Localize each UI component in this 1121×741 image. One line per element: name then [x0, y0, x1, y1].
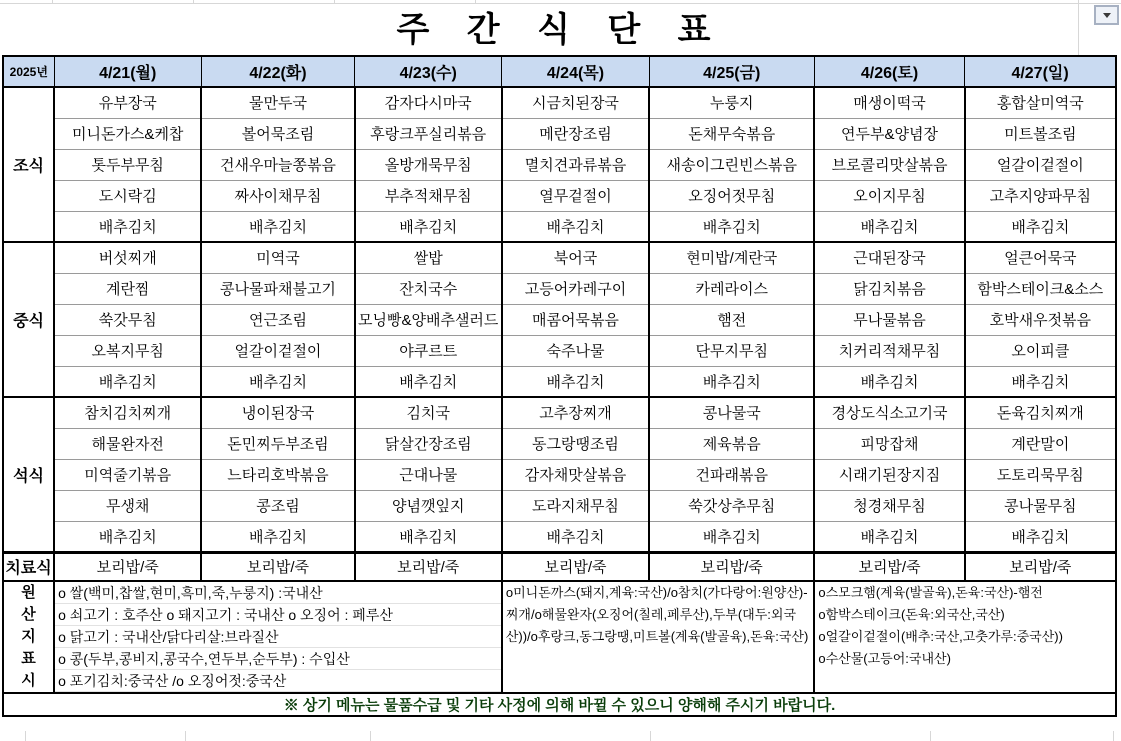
therapy-cell: 보리밥/죽	[649, 552, 814, 581]
table-row	[3, 428, 1116, 459]
menu-cell: 콩나물무침	[965, 490, 1116, 521]
menu-cell: 모닝빵&양배추샐러드	[355, 304, 502, 335]
menu-cell: 배추김치	[201, 521, 354, 552]
origin-label-char: 지	[21, 628, 36, 645]
menu-cell: 양념깻잎지	[355, 490, 502, 521]
origin-info-right	[814, 581, 1116, 693]
table-row	[3, 335, 1116, 366]
origin-info-line: o얼갈이겉절이(배추:국산,고춧가루:중국산))	[818, 629, 1063, 644]
origin-info-line: o 닭고기 : 국내산/닭다리살:브라질산	[58, 629, 279, 645]
menu-cell: 후랑크푸실리볶음	[355, 118, 502, 149]
footer-note: ※ 상기 메뉴는 물품수급 및 기타 사정에 의해 바뀔 수 있으니 양해해 주시기 바랍니다.	[3, 693, 1116, 716]
menu-cell: 배추김치	[814, 521, 964, 552]
menu-cell: 올방개묵무침	[355, 149, 502, 180]
menu-cell: 연근조림	[201, 304, 354, 335]
menu-cell: 배추김치	[965, 366, 1116, 397]
menu-cell: 콩나물파채불고기	[201, 273, 354, 304]
menu-cell: 유부장국	[54, 87, 201, 118]
menu-cell: 배추김치	[201, 211, 354, 242]
menu-cell: 멸치견과류볶음	[502, 149, 649, 180]
gridline-top-horizontal	[0, 3, 1121, 4]
menu-cell: 냉이된장국	[201, 397, 354, 428]
gridline-stub	[334, 0, 335, 3]
table-row	[3, 581, 1116, 693]
table-row	[3, 397, 1116, 428]
menu-cell: 치커리적채무침	[814, 335, 964, 366]
menu-cell: 경상도식소고기국	[814, 397, 964, 428]
therapy-cell: 보리밥/죽	[201, 552, 354, 581]
section-label-breakfast: 조식	[3, 87, 54, 242]
menu-cell: 물만두국	[201, 87, 354, 118]
table-row	[3, 521, 1116, 552]
table-row	[3, 490, 1116, 521]
day-header: 4/23(수)	[355, 56, 502, 87]
origin-label-char: 원	[21, 584, 36, 601]
table-row	[3, 366, 1116, 397]
menu-cell: 배추김치	[355, 521, 502, 552]
menu-cell: 연두부&양념장	[814, 118, 964, 149]
menu-cell: 배추김치	[502, 211, 649, 242]
menu-cell: 오이피클	[965, 335, 1116, 366]
menu-cell: 호박새우젓볶음	[965, 304, 1116, 335]
menu-cell: 배추김치	[201, 366, 354, 397]
day-header: 4/24(목)	[502, 56, 649, 87]
menu-cell: 김치국	[355, 397, 502, 428]
menu-cell: 느타리호박볶음	[201, 459, 354, 490]
menu-cell: 닭김치볶음	[814, 273, 964, 304]
menu-cell: 메란장조림	[502, 118, 649, 149]
table-row	[3, 87, 1116, 118]
menu-cell: 누룽지	[649, 87, 814, 118]
table-row	[3, 693, 1116, 716]
menu-cell: 계란말이	[965, 428, 1116, 459]
table-row	[3, 118, 1116, 149]
dropdown-button[interactable]	[1094, 5, 1119, 25]
gridline-bottom-stub	[185, 731, 186, 741]
menu-cell: 돈채무숙볶음	[649, 118, 814, 149]
menu-cell: 햄전	[649, 304, 814, 335]
menu-cell: 톳두부무침	[54, 149, 201, 180]
menu-cell: 감자다시마국	[355, 87, 502, 118]
section-label-lunch: 중식	[3, 242, 54, 397]
origin-label-char: 표	[21, 650, 36, 667]
menu-cell: 시금치된장국	[502, 87, 649, 118]
menu-cell: 도시락김	[54, 180, 201, 211]
gridline-stub	[193, 0, 194, 3]
table-row	[3, 149, 1116, 180]
menu-cell: 돈육김치찌개	[965, 397, 1116, 428]
menu-cell: 해물완자전	[54, 428, 201, 459]
gridline-stub	[475, 0, 476, 3]
menu-cell: 제육볶음	[649, 428, 814, 459]
gridline-stub	[52, 0, 53, 3]
origin-info-line: o 쌀(백미,찹쌀,현미,흑미,죽,누룽지) :국내산	[58, 585, 323, 601]
menu-cell: 무생채	[54, 490, 201, 521]
menu-cell: 짜사이채무침	[201, 180, 354, 211]
menu-cell: 부추적채무침	[355, 180, 502, 211]
menu-cell: 무나물볶음	[814, 304, 964, 335]
menu-cell: 배추김치	[814, 211, 964, 242]
menu-cell: 단무지무침	[649, 335, 814, 366]
year-label: 2025년	[3, 56, 54, 87]
origin-label	[3, 581, 54, 693]
origin-info-line: o 콩(두부,콩비지,콩국수,연두부,순두부) : 수입산	[58, 651, 350, 667]
menu-cell: 미역국	[201, 242, 354, 273]
menu-cell: 브로콜리맛살볶음	[814, 149, 964, 180]
menu-cell: 얼갈이겉절이	[965, 149, 1116, 180]
therapy-cell: 보리밥/죽	[814, 552, 964, 581]
menu-cell: 잔치국수	[355, 273, 502, 304]
menu-cell: 함박스테이크&소스	[965, 273, 1116, 304]
menu-cell: 도토리묵무침	[965, 459, 1116, 490]
origin-info-line: o 포기김치:중국산 /o 오징어젓:중국산	[58, 673, 287, 689]
menu-cell: 배추김치	[502, 366, 649, 397]
section-label-dinner: 석식	[3, 397, 54, 552]
menu-cell: 얼큰어묵국	[965, 242, 1116, 273]
menu-cell: 건파래볶음	[649, 459, 814, 490]
menu-cell: 볼어묵조림	[201, 118, 354, 149]
page-title: 주 간 식 단 표	[396, 11, 725, 49]
menu-cell: 고추장찌개	[502, 397, 649, 428]
gridline-bottom-stub	[1113, 731, 1114, 741]
menu-cell: 시래기된장지짐	[814, 459, 964, 490]
menu-cell: 근대나물	[355, 459, 502, 490]
menu-cell: 닭살간장조림	[355, 428, 502, 459]
menu-cell: 참치김치찌개	[54, 397, 201, 428]
day-header: 4/27(일)	[965, 56, 1116, 87]
therapy-cell: 보리밥/죽	[355, 552, 502, 581]
table-row	[3, 459, 1116, 490]
menu-cell: 배추김치	[965, 211, 1116, 242]
menu-cell: 배추김치	[965, 521, 1116, 552]
menu-cell: 감자채맛살볶음	[502, 459, 649, 490]
origin-label-char: 시	[21, 672, 36, 689]
menu-cell: 배추김치	[649, 521, 814, 552]
day-header: 4/26(토)	[814, 56, 964, 87]
meal-plan-table	[2, 55, 1117, 717]
menu-cell: 미니돈가스&케찹	[54, 118, 201, 149]
section-label-therapy: 치료식	[3, 552, 54, 581]
menu-cell: 콩조림	[201, 490, 354, 521]
origin-info-line: o스모크햄(계육(발골육),돈육:국산)-햄전	[818, 585, 1043, 600]
day-header: 4/22(화)	[201, 56, 354, 87]
day-header: 4/21(월)	[54, 56, 201, 87]
menu-cell: 쑥갓무침	[54, 304, 201, 335]
menu-cell: 배추김치	[814, 366, 964, 397]
menu-cell: 배추김치	[355, 211, 502, 242]
menu-cell: 얼갈이겉절이	[201, 335, 354, 366]
table-row	[3, 211, 1116, 242]
menu-cell: 카레라이스	[649, 273, 814, 304]
menu-cell: 오이지무침	[814, 180, 964, 211]
menu-cell: 야쿠르트	[355, 335, 502, 366]
table-row	[3, 304, 1116, 335]
menu-cell: 버섯찌개	[54, 242, 201, 273]
menu-cell: 배추김치	[502, 521, 649, 552]
menu-cell: 배추김치	[649, 366, 814, 397]
gridline-bottom-stub	[930, 731, 931, 741]
menu-cell: 현미밥/계란국	[649, 242, 814, 273]
menu-cell: 근대된장국	[814, 242, 964, 273]
table-row	[3, 242, 1116, 273]
menu-cell: 배추김치	[355, 366, 502, 397]
menu-cell: 도라지채무침	[502, 490, 649, 521]
origin-info-line: o수산물(고등어:국내산)	[818, 651, 951, 666]
origin-label-char: 산	[21, 606, 36, 623]
menu-cell: 숙주나물	[502, 335, 649, 366]
menu-cell: 돈민찌두부조림	[201, 428, 354, 459]
menu-cell: 쌀밥	[355, 242, 502, 273]
menu-cell: 계란찜	[54, 273, 201, 304]
menu-cell: 매콤어묵볶음	[502, 304, 649, 335]
origin-info-left	[54, 581, 502, 693]
origin-info-line: o 쇠고기 : 호주산 o 돼지고기 : 국내산 o 오징어 : 페루산	[58, 607, 393, 623]
menu-cell: 북어국	[502, 242, 649, 273]
origin-info-middle: o미니돈까스(돼지,계육:국산)/o참치(가다랑어:원양산)-찌개/o해물완자(오징어(칠레,페루산),두부(대두:외국산))/o후랑크,동그랑땡,미트볼(계육(발골육),돈육:국산)	[502, 581, 815, 693]
table-row	[3, 180, 1116, 211]
menu-cell: 미트볼조림	[965, 118, 1116, 149]
menu-cell: 피망잡채	[814, 428, 964, 459]
chevron-down-icon	[1103, 13, 1111, 18]
gridline-bottom-stub	[25, 731, 26, 741]
menu-cell: 오징어젓무침	[649, 180, 814, 211]
origin-info-line: o함박스테이크(돈육:외국산,국산)	[818, 607, 1005, 622]
menu-cell: 콩나물국	[649, 397, 814, 428]
gridline-bottom-stub	[370, 731, 371, 741]
menu-cell: 열무겉절이	[502, 180, 649, 211]
table-row	[3, 552, 1116, 581]
menu-cell: 청경채무침	[814, 490, 964, 521]
menu-cell: 건새우마늘쫑볶음	[201, 149, 354, 180]
menu-cell: 고등어카레구이	[502, 273, 649, 304]
menu-cell: 동그랑땡조림	[502, 428, 649, 459]
menu-cell: 배추김치	[54, 211, 201, 242]
day-header: 4/25(금)	[649, 56, 814, 87]
therapy-cell: 보리밥/죽	[54, 552, 201, 581]
menu-cell: 배추김치	[54, 521, 201, 552]
menu-cell: 홍합살미역국	[965, 87, 1116, 118]
menu-cell: 배추김치	[649, 211, 814, 242]
therapy-cell: 보리밥/죽	[502, 552, 649, 581]
menu-cell: 고추지양파무침	[965, 180, 1116, 211]
gridline-bottom-stub	[650, 731, 651, 741]
menu-cell: 오복지무침	[54, 335, 201, 366]
menu-cell: 매생이떡국	[814, 87, 964, 118]
menu-cell: 배추김치	[54, 366, 201, 397]
menu-cell: 쑥갓상추무침	[649, 490, 814, 521]
menu-cell: 미역줄기볶음	[54, 459, 201, 490]
table-row	[3, 273, 1116, 304]
menu-cell: 새송이그린빈스볶음	[649, 149, 814, 180]
therapy-cell: 보리밥/죽	[965, 552, 1116, 581]
